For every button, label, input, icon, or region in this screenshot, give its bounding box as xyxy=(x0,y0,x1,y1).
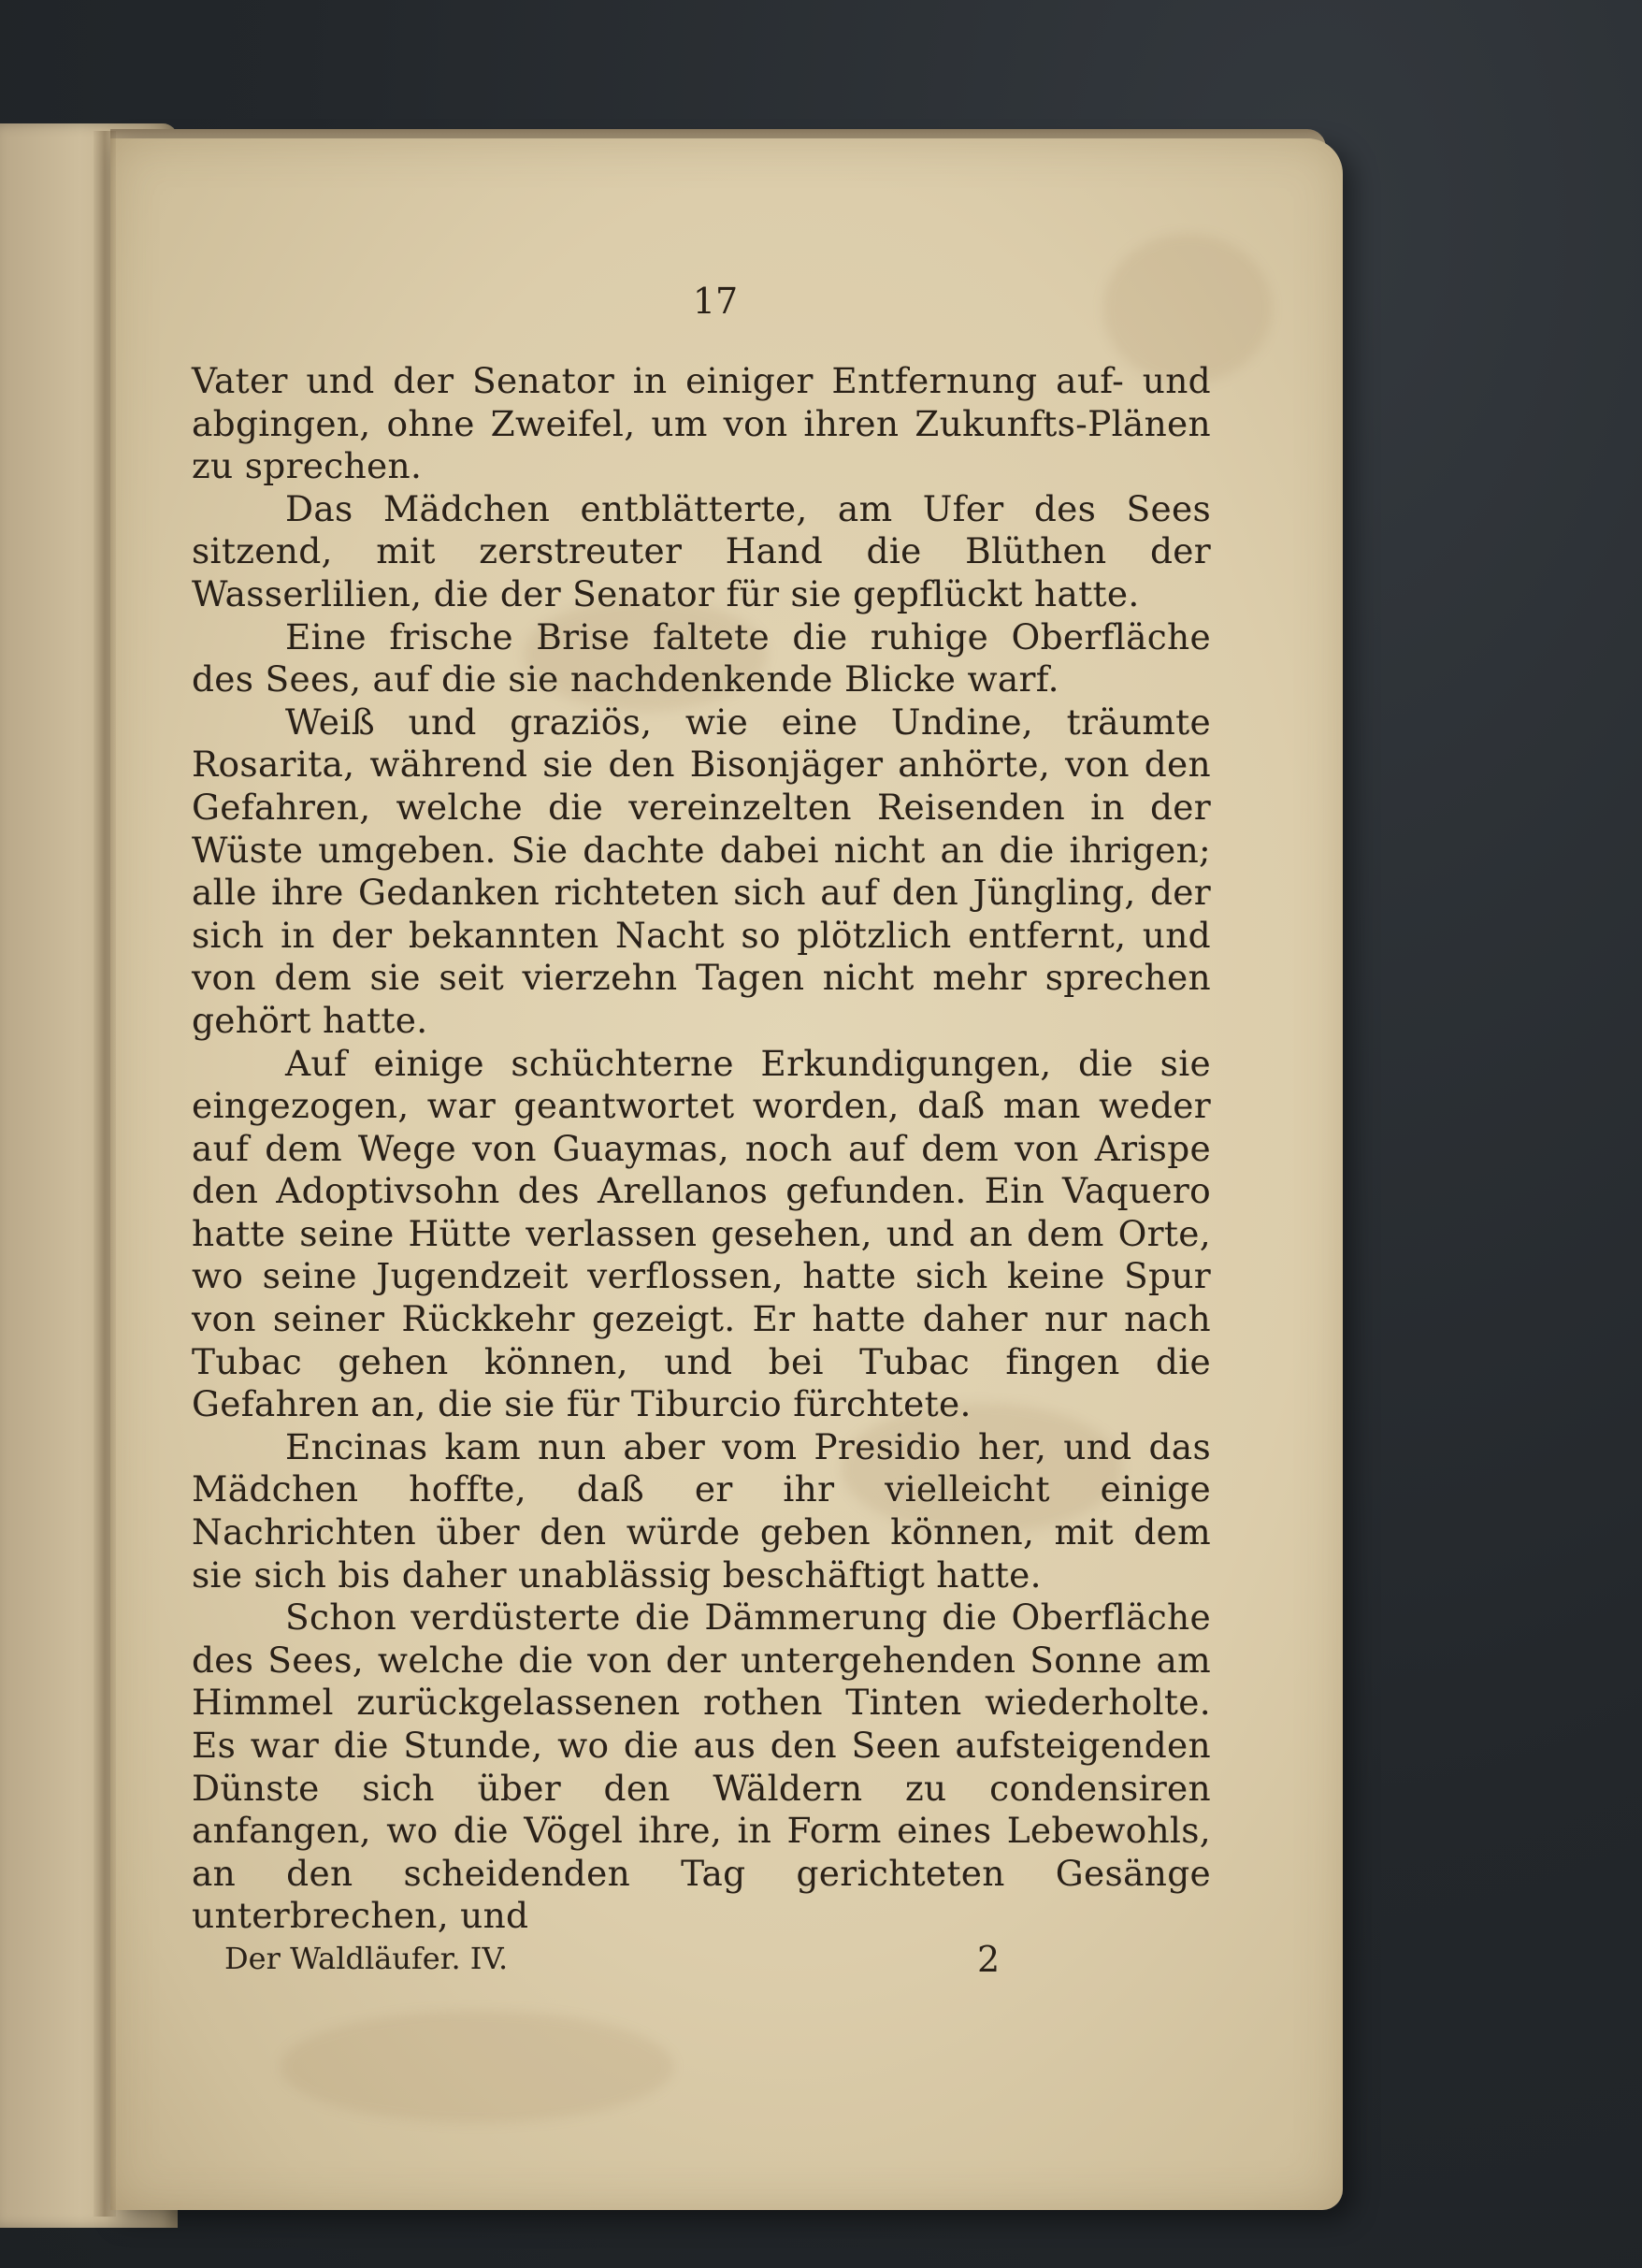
body-text xyxy=(192,360,1211,1938)
paragraph: Eine frische Brise faltete die ruhige Oberfläche des Sees, auf die sie nachdenkende Blicke warf. xyxy=(192,615,1211,701)
paper-stain xyxy=(281,2011,673,2123)
paragraph: Auf einige schüchterne Erkundigungen, die sie eingezogen, war geantwortet worden, daß man weder auf dem Wege von Guaymas, noch auf dem von Arispe den Adoptivsohn des Arellanos gefunden. Ein Vaquero hatte seine Hütte verlassen gesehen, und an dem Orte, wo seine Jugendzeit verflossen, hatte sich keine Spur von seiner Rückkehr gezeigt. Er hatte daher nur nach Tubac gehen können, und bei Tubac fingen die Gefahren an, die sie für Tiburcio fürchtete. xyxy=(192,1042,1211,1425)
footer-book-title: Der Waldläufer. IV. xyxy=(224,1941,509,1976)
paragraph: Encinas kam nun aber vom Presidio her, und das Mädchen hoffte, daß er ihr vielleicht einige Nachrichten über den würde geben können, mit dem sie sich bis daher unablässig beschäftigt hatte. xyxy=(192,1425,1211,1596)
paragraph: Das Mädchen entblätterte, am Ufer des Sees sitzend, mit zerstreuter Hand die Blüthen der Wasserlilien, die der Senator für sie gepflückt hatte. xyxy=(192,487,1211,614)
paragraph: Schon verdüsterte die Dämmerung die Oberfläche des Sees, welche die von der untergehenden Sonne am Himmel zurückgelassenen rothen Tinten wiederholte. Es war die Stunde, wo die aus den Seen aufsteigenden Dünste sich über den Wäldern zu condensiren anfangen, wo die Vögel ihre, in Form eines Lebewohls, an den scheidenden Tag gerichteten Gesänge unterbrechen, und xyxy=(192,1596,1211,1937)
paragraph: Vater und der Senator in einiger Entfernung auf- und abgingen, ohne Zweifel, um von ihren Zukunfts-Plänen zu sprechen. xyxy=(192,360,1211,487)
page-number: 17 xyxy=(692,281,739,322)
paragraph: Weiß und graziös, wie eine Undine, träumte Rosarita, während sie den Bisonjäger anhörte, von den Gefahren, welche die vereinzelten Reisenden in der Wüste umgeben. Sie dachte dabei nicht an die ihrigen; alle ihre Gedanken richteten sich auf den Jüngling, der sich in der bekannten Nacht so plötzlich entfernt, und von dem sie seit vierzehn Tagen nicht mehr sprechen gehört hatte. xyxy=(192,701,1211,1041)
signature-mark: 2 xyxy=(977,1939,1001,1980)
book-gutter xyxy=(94,131,116,2217)
